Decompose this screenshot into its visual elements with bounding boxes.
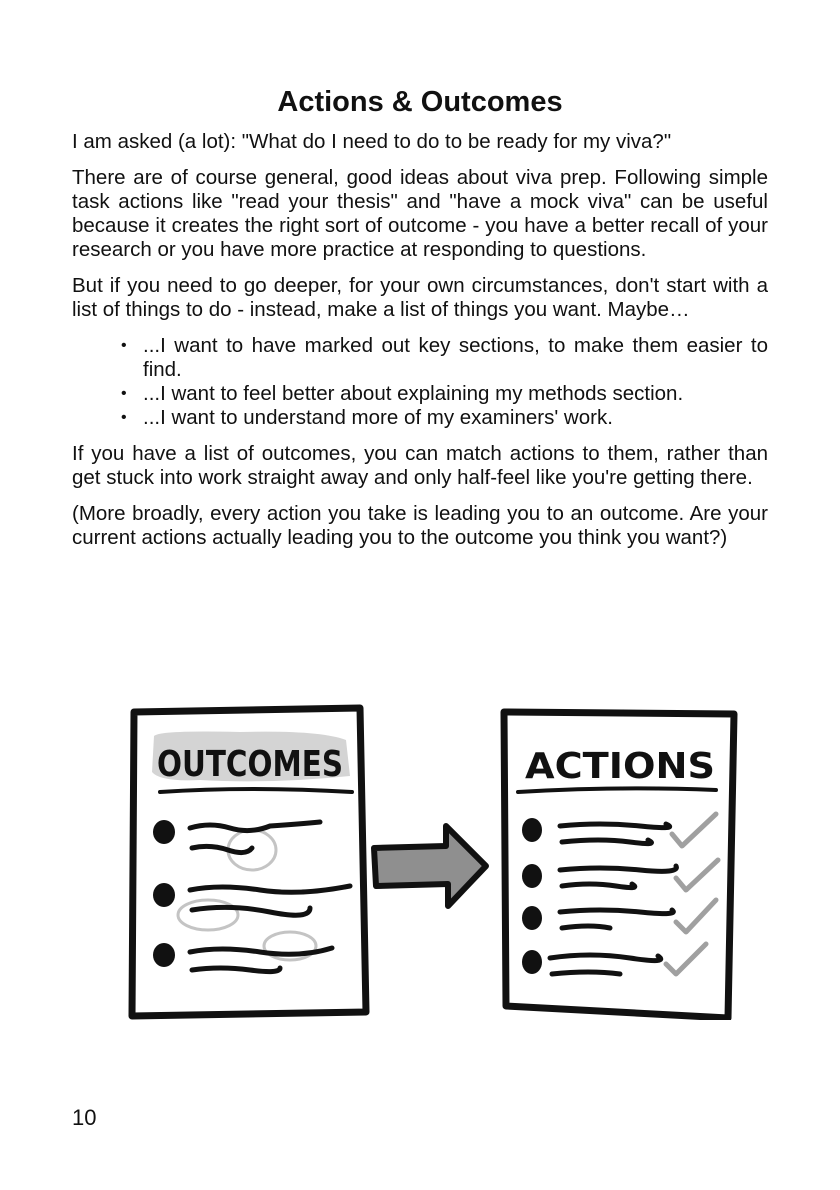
- paragraph-go-deeper: But if you need to go deeper, for your own circumstances, don't start with a list of things to do - instead, make a list of things you want. Maybe…: [72, 274, 768, 321]
- bullet-dot: [522, 864, 542, 888]
- page-content: [72, 84, 768, 562]
- actions-card-title: ACTIONS: [525, 746, 715, 787]
- paragraph-question: I am asked (a lot): "What do I need to do to be ready for my viva?": [72, 130, 672, 153]
- bullet-dot: [153, 883, 175, 907]
- arrow-icon: [374, 826, 486, 906]
- outcomes-card: [132, 708, 366, 1016]
- paragraph-match-actions: If you have a list of outcomes, you can match actions to them, rather than get stuck into work straight away and only half-feel like you're getting there.: [72, 442, 768, 489]
- list-item: • ...I want to have marked out key sections, to make them easier to find.: [143, 334, 768, 382]
- bullet-dot: [522, 906, 542, 930]
- page-number: 10: [72, 1105, 97, 1130]
- outcomes-actions-illustration: [120, 700, 740, 1020]
- bullet-dot: [522, 950, 542, 974]
- outcome-list: [72, 334, 768, 430]
- bullet-dot: [153, 820, 175, 844]
- bullet-dot: [153, 943, 175, 967]
- page-title: Actions & Outcomes: [277, 86, 563, 118]
- bullet-dot: [522, 818, 542, 842]
- outcomes-card-title: OUTCOMES: [157, 744, 343, 785]
- paragraph-general-ideas: There are of course general, good ideas about viva prep. Following simple task actions like "read your thesis" and "have a mock viva" can be useful because it creates the right sort of outcome - you have a better recall of your research or you have more practice at responding to questions.: [72, 166, 768, 261]
- paragraph-broadly: (More broadly, every action you take is leading you to an outcome. Are your current actions actually leading you to the outcome you think you want?): [72, 502, 768, 549]
- list-item: • ...I want to understand more of my examiners' work.: [143, 406, 768, 430]
- list-item: • ...I want to feel better about explaining my methods section.: [143, 382, 768, 406]
- actions-card: [504, 712, 734, 1018]
